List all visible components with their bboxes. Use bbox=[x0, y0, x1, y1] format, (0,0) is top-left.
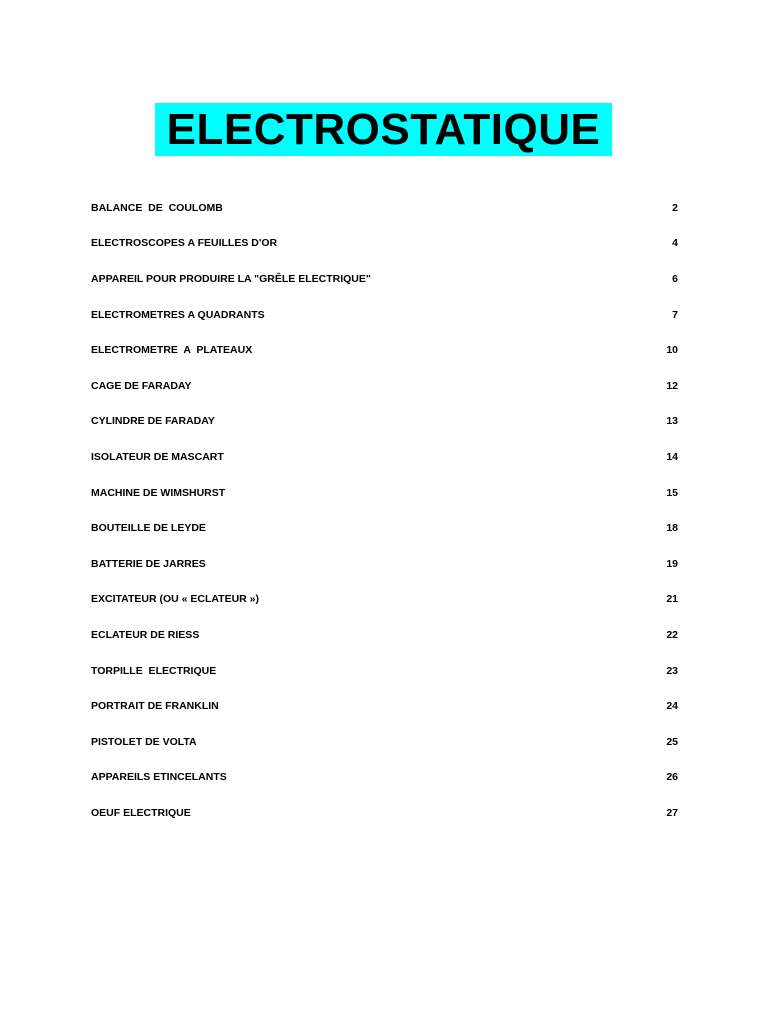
toc-row bbox=[91, 190, 678, 226]
toc-row bbox=[91, 404, 678, 440]
page-title: ELECTROSTATIQUE bbox=[166, 104, 601, 154]
toc-label: PORTRAIT DE FRANKLIN bbox=[91, 700, 219, 713]
toc-page-number: 27 bbox=[666, 806, 678, 819]
toc-row bbox=[91, 261, 678, 297]
toc-row bbox=[91, 439, 678, 475]
toc-label: ELECTROMETRES A QUADRANTS bbox=[91, 308, 265, 321]
toc-label: ISOLATEUR DE MASCART bbox=[91, 450, 224, 463]
toc-label: APPAREIL POUR PRODUIRE LA "GRÊLE ELECTRIQUE" bbox=[91, 272, 371, 285]
toc-label: CAGE DE FARADAY bbox=[91, 379, 192, 392]
toc-page-number: 12 bbox=[666, 379, 678, 392]
toc-page-number: 24 bbox=[666, 700, 678, 713]
toc-row bbox=[91, 795, 678, 831]
toc-row bbox=[91, 510, 678, 546]
toc-row bbox=[91, 368, 678, 404]
toc-label: BOUTEILLE DE LEYDE bbox=[91, 522, 206, 535]
toc-label: CYLINDRE DE FARADAY bbox=[91, 415, 215, 428]
toc-row bbox=[91, 617, 678, 653]
toc-label: PISTOLET DE VOLTA bbox=[91, 735, 197, 748]
toc-page-number: 22 bbox=[666, 628, 678, 641]
toc-page-number: 18 bbox=[666, 522, 678, 535]
toc-page-number: 25 bbox=[666, 735, 678, 748]
toc-row bbox=[91, 546, 678, 582]
toc-row bbox=[91, 760, 678, 796]
toc-page-number: 15 bbox=[666, 486, 678, 499]
toc-label: ELECTROSCOPES A FEUILLES D'OR bbox=[91, 237, 278, 250]
toc-page-number: 21 bbox=[666, 593, 678, 606]
toc-page-number: 23 bbox=[666, 664, 678, 677]
title-highlight bbox=[155, 103, 612, 156]
toc-row bbox=[91, 475, 678, 511]
toc-label: TORPILLE ELECTRIQUE bbox=[91, 664, 217, 677]
toc-row bbox=[91, 724, 678, 760]
toc-page-number: 6 bbox=[672, 272, 678, 285]
toc-label: MACHINE DE WIMSHURST bbox=[91, 486, 226, 499]
toc-label: APPAREILS ETINCELANTS bbox=[91, 771, 227, 784]
toc-label: EXCITATEUR (OU « ECLATEUR ») bbox=[91, 593, 260, 606]
toc-page-number: 4 bbox=[672, 237, 678, 250]
toc-page-number: 19 bbox=[666, 557, 678, 570]
toc-row bbox=[91, 297, 678, 333]
toc-row bbox=[91, 582, 678, 618]
toc-page-number: 26 bbox=[666, 771, 678, 784]
toc-page-number: 2 bbox=[672, 201, 678, 214]
toc-row bbox=[91, 653, 678, 689]
toc-label: OEUF ELECTRIQUE bbox=[91, 806, 191, 819]
table-of-contents bbox=[91, 190, 678, 831]
toc-page-number: 14 bbox=[666, 450, 678, 463]
toc-label: BALANCE DE COULOMB bbox=[91, 201, 223, 214]
toc-label: ECLATEUR DE RIESS bbox=[91, 628, 200, 641]
toc-page-number: 13 bbox=[666, 415, 678, 428]
toc-row bbox=[91, 332, 678, 368]
toc-page-number: 7 bbox=[672, 308, 678, 321]
toc-label: BATTERIE DE JARRES bbox=[91, 557, 206, 570]
toc-label: ELECTROMETRE A PLATEAUX bbox=[91, 344, 253, 357]
toc-row bbox=[91, 226, 678, 262]
toc-page-number: 10 bbox=[666, 344, 678, 357]
toc-row bbox=[91, 688, 678, 724]
